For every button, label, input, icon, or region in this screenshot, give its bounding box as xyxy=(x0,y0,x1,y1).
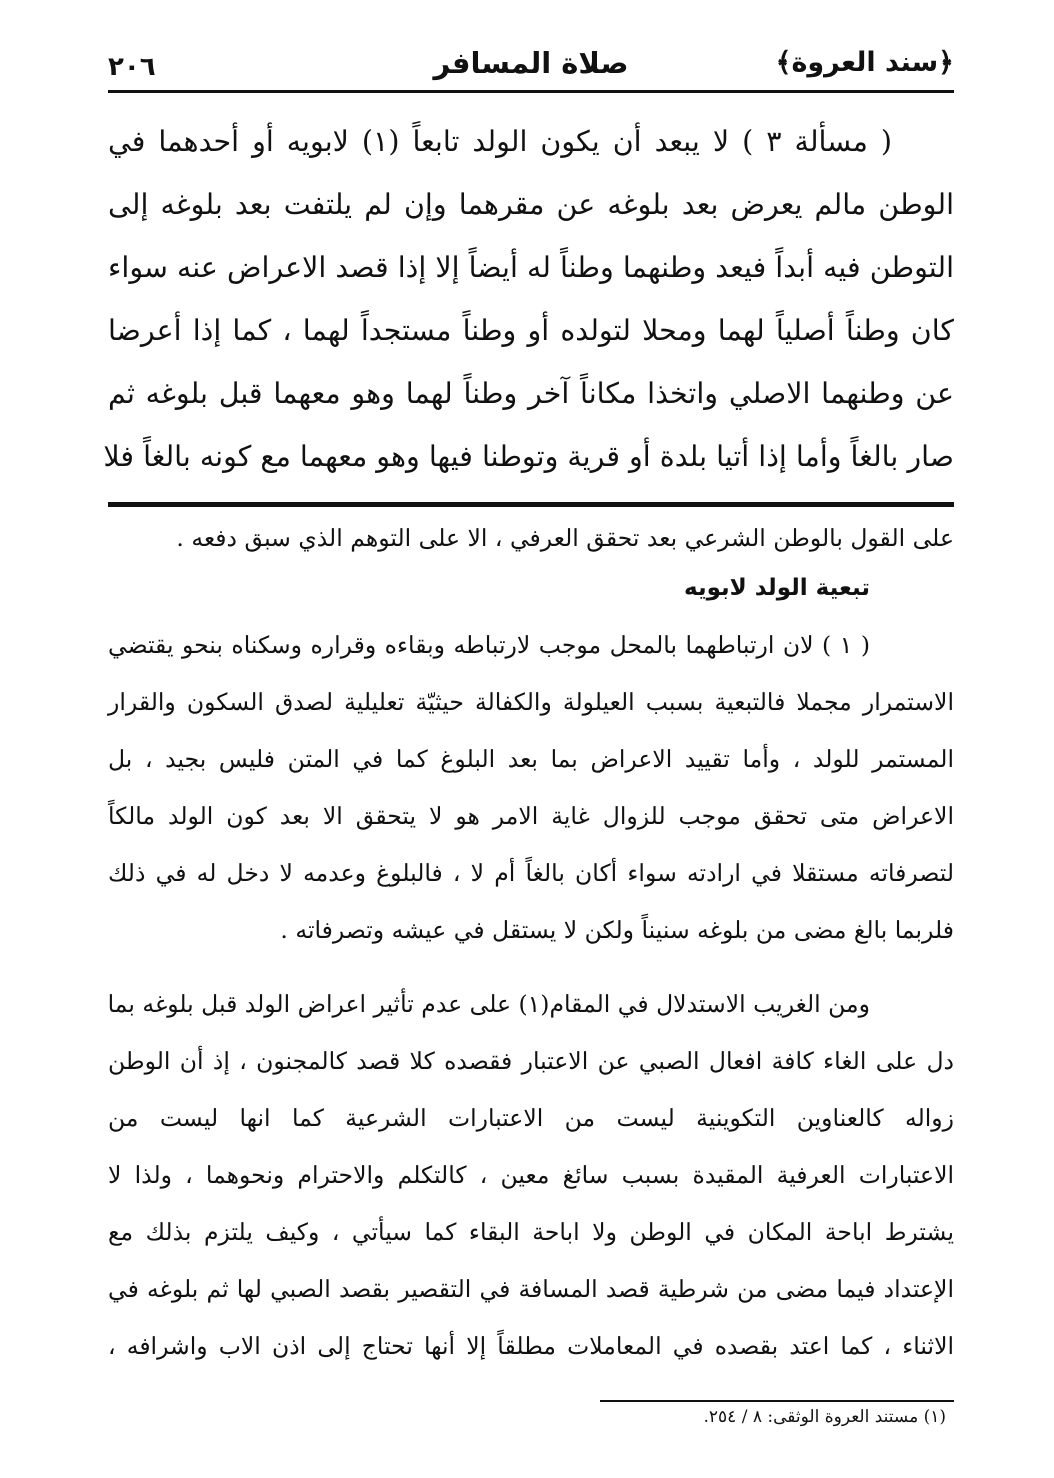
text-line: عن وطنهما الاصلي واتخذا مكاناً آخر وطناً لهما وهو معهما قبل بلوغه ثم xyxy=(108,377,954,410)
text-line: الاعراض متى تحقق موجب للزوال غاية الامر هو لا يتحقق الا بعد كون الولد مالكاً xyxy=(108,802,954,830)
text-line: على القول بالوطن الشرعي بعد تحقق العرفي ، الا على التوهم الذي سبق دفعه . xyxy=(176,524,954,552)
chapter-title: صلاة المسافر xyxy=(433,46,629,80)
commentary-more xyxy=(108,976,954,1375)
commentary-note xyxy=(108,617,954,959)
running-header xyxy=(108,40,954,86)
main-text xyxy=(103,110,954,488)
text-line: الوطن مالم يعرض بعد بلوغه عن مقرهما وإن لم يلتفت بعد بلوغه إلى xyxy=(108,188,954,221)
text-line: الاثناء ، كما اعتد بقصده في المعاملات مطلقاً إلا أنها تحتاج إلى اذن الاب واشرافه ، xyxy=(108,1332,954,1360)
text-line: ومن الغريب الاستدلال في المقام(١) على عدم تأثير اعراض الولد قبل بلوغه بما xyxy=(107,990,870,1018)
text-line: دل على الغاء كافة افعال الصبي عن الاعتبار فقصده كلا قصد كالمجنون ، إذ أن الوطن xyxy=(108,1047,954,1075)
text-line: زواله كالعناوين التكوينية ليست من الاعتبارات الشرعية كما انها ليست من xyxy=(108,1104,954,1132)
text-line: لتصرفاته مستقلا في ارادته سواء أكان بالغاً أم لا ، فالبلوغ وعدمه لا دخل له في ذلك xyxy=(108,859,954,887)
commentary-top xyxy=(108,510,954,567)
text-line: فلربما بالغ مضى من بلوغه سنيناً ولكن لا يستقل في عيشه وتصرفاته . xyxy=(280,916,954,944)
text-line: يشترط اباحة المكان في الوطن ولا اباحة البقاء كما سيأتي ، وكيف يلتزم بذلك مع xyxy=(108,1218,954,1246)
book-title: ﴿سند العروة﴾ xyxy=(775,47,954,78)
text-line: الاستمرار مجملا فالتبعية بسبب العيلولة والكفالة حيثيّة تعليلية لصدق السكون والقرار xyxy=(108,688,954,716)
text-line: المستمر للولد ، وأما تقييد الاعراض بما بعد البلوغ كما في المتن فليس بجيد ، بل xyxy=(108,745,954,773)
text-line: التوطن فيه أبداً فيعد وطنهما وطناً له أيضاً إلا إذا قصد الاعراض عنه سواء xyxy=(108,251,954,284)
text-line: ( مسألة ٣ ) لا يبعد أن يكون الولد تابعاً (١) لابويه أو أحدهما في xyxy=(108,125,892,158)
footnote-rule xyxy=(600,1400,954,1402)
section-heading: تبعية الولد لابويه xyxy=(684,575,870,601)
text-line: ( ١ ) لان ارتباطهما بالمحل موجب لارتباطه وبقاءه وقراره وسكناه بنحو يقتضي xyxy=(108,631,870,659)
text-line: كان وطناً أصلياً لهما ومحلا لتولده أو وطناً مستجداً لهما ، كما إذا أعرضا xyxy=(108,314,954,347)
text-divider xyxy=(108,502,954,507)
text-line: الاعتبارات العرفية المقيدة بسبب سائغ معين ، كالتكلم والاحترام ونحوهما ، ولذا لا xyxy=(108,1161,954,1189)
text-line: الإعتداد فيما مضى من شرطية قصد المسافة في التقصير بقصد الصبي لها ثم بلوغه في xyxy=(108,1275,954,1303)
footnote: (١) مستند العروة الوثقى: ٨ / ٢٥٤. xyxy=(703,1407,946,1427)
text-line: صار بالغاً وأما إذا أتيا بلدة أو قرية وتوطنا فيها وهو معهما مع كونه بالغاً فلا xyxy=(103,440,954,473)
page-number: ٢٠٦ xyxy=(108,52,156,82)
header-rule xyxy=(108,90,954,93)
